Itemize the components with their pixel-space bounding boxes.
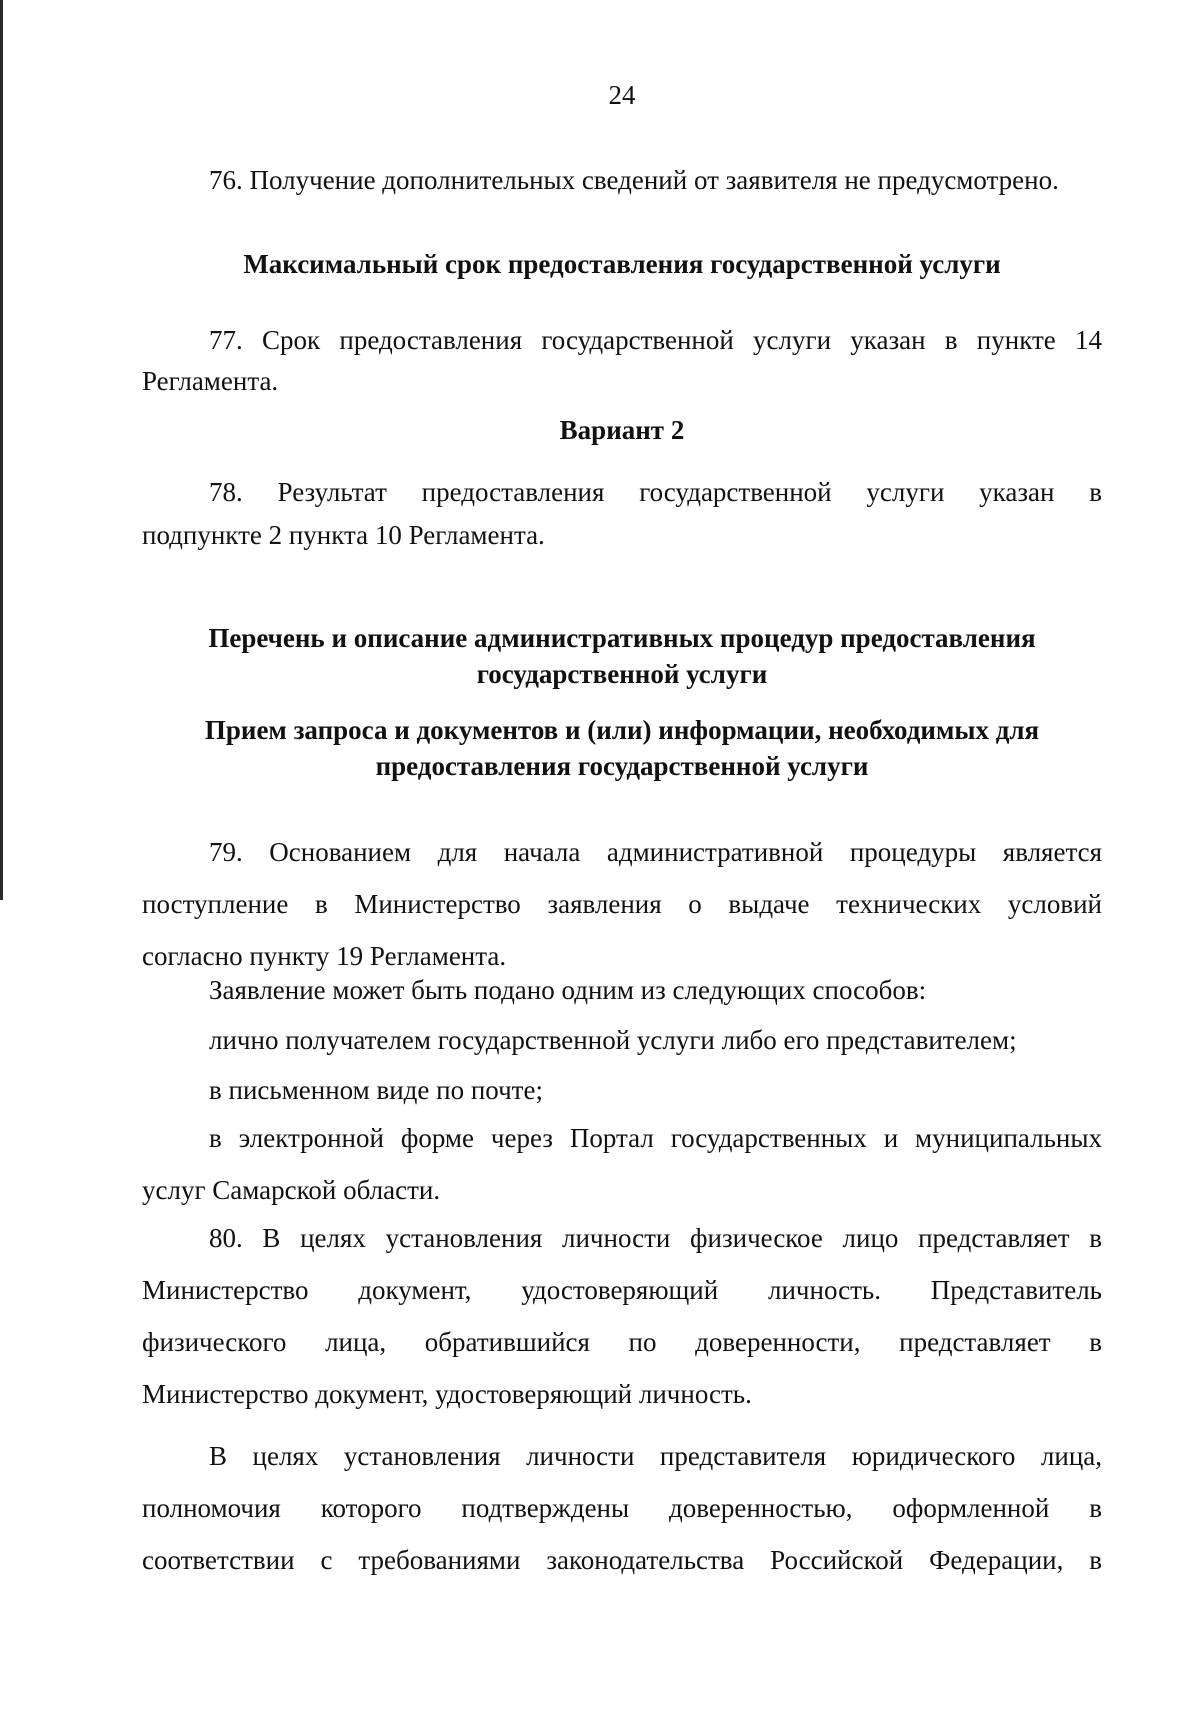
paragraph-80 xyxy=(142,1212,1102,1420)
paragraph-80-line-4: Министерство документ, удостоверяющий личность. xyxy=(142,1379,752,1409)
paragraph-legal-entity-line-2: полномочия которого подтверждены доверенностью, оформленной в xyxy=(142,1493,1102,1523)
paragraph-method-mail: в письменном виде по почте; xyxy=(209,1075,543,1105)
paragraph-method-electronic xyxy=(142,1112,1102,1216)
heading-procedures-line-2: государственной услуги xyxy=(476,659,768,689)
paragraph-77 xyxy=(142,314,1102,404)
paragraph-77-line-2: Регламента. xyxy=(142,366,279,396)
paragraph-method-electronic-line-2: услуг Самарской области. xyxy=(142,1175,441,1205)
scan-edge xyxy=(0,0,3,900)
paragraph-76: 76. Получение дополнительных сведений от заявителя не предусмотрено. xyxy=(209,165,1059,195)
heading-reception-line-2: предоставления государственной услуги xyxy=(375,751,869,781)
paragraph-80-line-2: Министерство документ, удостоверяющий личность. Представитель xyxy=(142,1275,1102,1305)
heading-reception-line-1: Прием запроса и документов и (или) информации, необходимых для xyxy=(204,715,1040,745)
heading-max-term: Максимальный срок предоставления государственной услуги xyxy=(243,249,1001,279)
paragraph-79 xyxy=(142,826,1102,982)
paragraph-method-personal: лично получателем государственной услуги либо его представителем; xyxy=(209,1025,1017,1055)
paragraph-legal-entity xyxy=(142,1430,1102,1586)
paragraph-legal-entity-line-1: В целях установления личности представителя юридического лица, xyxy=(209,1441,1102,1471)
paragraph-79-line-3: согласно пункту 19 Регламента. xyxy=(142,941,507,971)
heading-variant-2: Вариант 2 xyxy=(559,415,685,445)
paragraph-methods-intro: Заявление может быть подано одним из следующих способов: xyxy=(209,975,927,1005)
paragraph-77-line-1: 77. Срок предоставления государственной услуги указан в пункте 14 xyxy=(209,325,1102,355)
paragraph-legal-entity-line-3: соответствии с требованиями законодательства Российской Федерации, в xyxy=(142,1545,1102,1575)
paragraph-80-line-3: физического лица, обратившийся по доверенности, представляет в xyxy=(142,1327,1102,1357)
heading-procedures xyxy=(142,620,1102,692)
paragraph-78-line-1: 78. Результат предоставления государственной услуги указан в xyxy=(209,477,1102,507)
paragraph-method-electronic-line-1: в электронной форме через Портал государственных и муниципальных xyxy=(209,1123,1102,1153)
heading-reception xyxy=(142,712,1102,784)
paragraph-80-line-1: 80. В целях установления личности физическое лицо представляет в xyxy=(209,1223,1102,1253)
page-number: 24 xyxy=(608,80,636,110)
paragraph-78-line-2: подпункте 2 пункта 10 Регламента. xyxy=(142,520,545,550)
paragraph-79-line-1: 79. Основанием для начала административной процедуры является xyxy=(209,837,1102,867)
paragraph-79-line-2: поступление в Министерство заявления о выдаче технических условий xyxy=(142,889,1102,919)
paragraph-78 xyxy=(142,466,1102,558)
heading-procedures-line-1: Перечень и описание административных процедур предоставления xyxy=(208,623,1036,653)
